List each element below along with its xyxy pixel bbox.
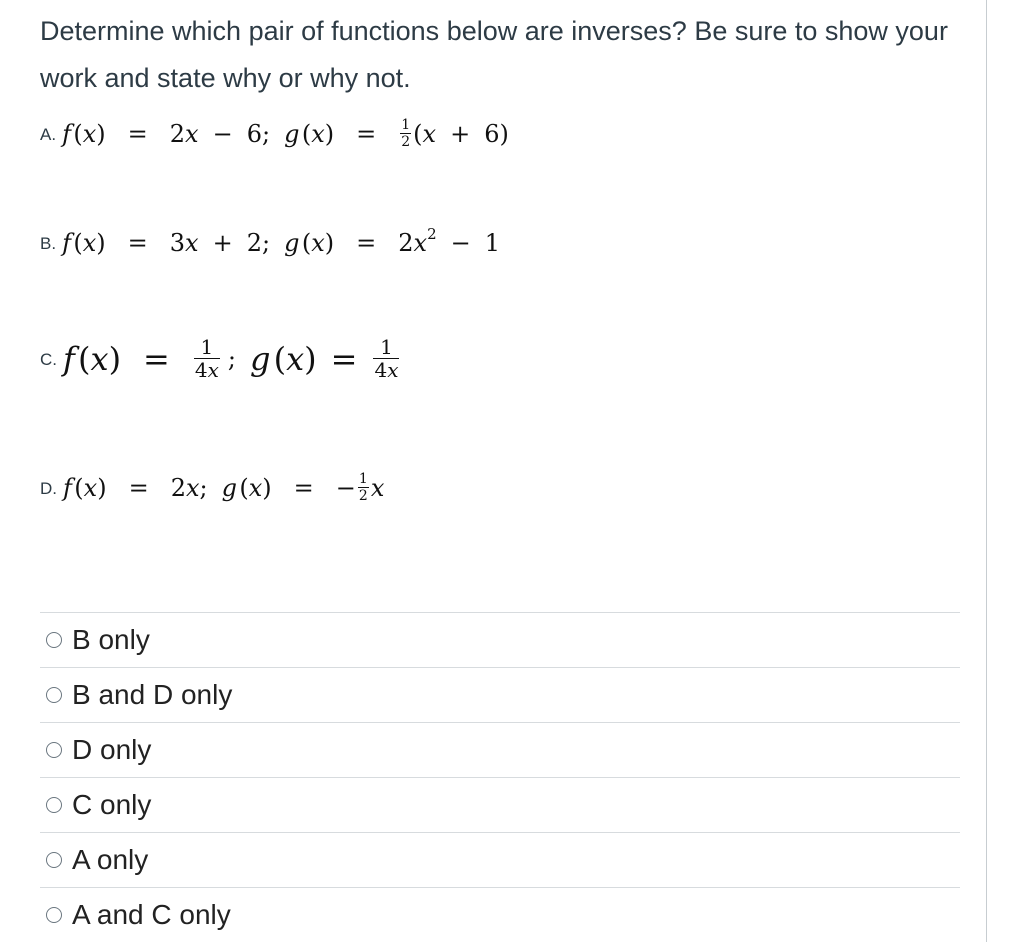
answer-label: C only — [72, 789, 152, 820]
radio-button-icon[interactable] — [46, 632, 62, 648]
term-2x: 2x — [169, 119, 199, 148]
function-name-g: g — [284, 119, 300, 148]
function-name-f: f — [62, 119, 71, 148]
fraction-one-over-4x: $\frac{1}{4x}$ — [374, 335, 399, 382]
variable-x: x — [311, 119, 325, 148]
variable-x: x — [82, 119, 97, 148]
paren-close: ) — [97, 473, 107, 502]
option-letter: D. — [40, 478, 57, 498]
paren-open: ( — [301, 229, 312, 257]
option-d-equation — [40, 472, 384, 503]
function-name-g: g — [221, 473, 237, 502]
fraction-one-over-4x: $\frac{1}{4x}$ — [194, 335, 219, 382]
equals-sign: = — [330, 339, 358, 378]
paren-open: ( — [73, 229, 83, 257]
answer-label: A and C only — [72, 899, 231, 930]
paren-open: ( — [73, 119, 83, 148]
paren-open: ( — [74, 473, 84, 502]
variable-x: x — [311, 229, 325, 257]
paren-close: ) — [324, 229, 335, 257]
equals-sign: = — [143, 339, 170, 378]
equals-sign: = — [356, 119, 377, 148]
radio-button-icon[interactable] — [46, 797, 62, 813]
plus-sign: + — [450, 119, 471, 148]
variable-x: x — [370, 473, 385, 502]
answer-label: B only — [72, 624, 150, 655]
equals-sign: = — [293, 473, 314, 502]
option-letter: B. — [40, 234, 57, 253]
option-b-equation — [40, 225, 500, 257]
answer-choices — [40, 612, 960, 942]
minus-sign: − — [212, 119, 233, 148]
term-2x: 2x — [170, 473, 200, 502]
variable-x: x — [422, 119, 437, 148]
equals-sign: = — [127, 229, 148, 257]
term-2: 2 — [246, 229, 262, 257]
semicolon: ; — [199, 473, 208, 502]
option-c-equation — [40, 337, 401, 380]
question-text: Determine which pair of functions below are inverses? Be sure to show your work and state why or why not. — [40, 16, 948, 93]
option-letter: C. — [40, 349, 57, 369]
answer-choice-a-and-c-only[interactable] — [40, 887, 960, 942]
equals-sign: = — [128, 473, 149, 502]
variable-x: x — [90, 339, 109, 378]
plus-sign: + — [212, 229, 233, 257]
paren-close: ) — [96, 229, 106, 257]
option-letter: A. — [40, 124, 57, 144]
option-a-equation — [40, 118, 509, 149]
paren-open: ( — [239, 473, 249, 502]
semicolon: ; — [261, 119, 271, 148]
function-name-f: f — [63, 339, 75, 378]
fraction-one-half: $\frac{1}{2}$ — [401, 117, 411, 150]
function-name-g: g — [284, 229, 300, 257]
equals-sign: = — [356, 229, 377, 257]
radio-button-icon[interactable] — [46, 852, 62, 868]
paren-close: ) — [108, 339, 122, 378]
paren-open: ( — [78, 339, 91, 378]
term-2x-squared: $2x^2$ — [398, 225, 437, 257]
radio-button-icon[interactable] — [46, 742, 62, 758]
answer-label: A only — [72, 844, 149, 875]
term-6: 6 — [484, 119, 500, 148]
function-name-f: f — [63, 473, 72, 502]
paren-close: ) — [324, 119, 335, 148]
answer-choice-b-and-d-only[interactable] — [40, 667, 960, 722]
minus-sign: − — [335, 473, 356, 502]
paren-close: ) — [499, 119, 509, 148]
variable-x: x — [83, 473, 98, 502]
answer-choice-b-only[interactable] — [40, 612, 960, 667]
semicolon: ; — [227, 344, 236, 373]
paren-open: ( — [413, 119, 423, 148]
answer-choice-d-only[interactable] — [40, 722, 960, 777]
variable-x: x — [286, 339, 305, 378]
radio-button-icon[interactable] — [46, 687, 62, 703]
paren-close: ) — [262, 473, 272, 502]
paren-open: ( — [301, 119, 312, 148]
fraction-one-half: $\frac{1}{2}$ — [358, 471, 368, 504]
answer-label: D only — [72, 734, 152, 765]
semicolon: ; — [261, 229, 271, 257]
equals-sign: = — [127, 119, 148, 148]
radio-button-icon[interactable] — [46, 907, 62, 923]
function-name-f: f — [62, 229, 71, 257]
variable-x: x — [82, 229, 97, 257]
function-name-g: g — [249, 339, 271, 378]
paren-close: ) — [96, 119, 106, 148]
term-1: 1 — [484, 229, 500, 257]
minus-sign: − — [450, 229, 471, 257]
answer-label: B and D only — [72, 679, 233, 710]
term-6: 6 — [246, 119, 262, 148]
answer-choice-a-only[interactable] — [40, 832, 960, 887]
variable-x: x — [248, 473, 263, 502]
answer-choice-c-only[interactable] — [40, 777, 960, 832]
paren-close: ) — [304, 339, 317, 378]
term-3x: 3x — [169, 229, 199, 257]
paren-open: ( — [273, 339, 287, 378]
